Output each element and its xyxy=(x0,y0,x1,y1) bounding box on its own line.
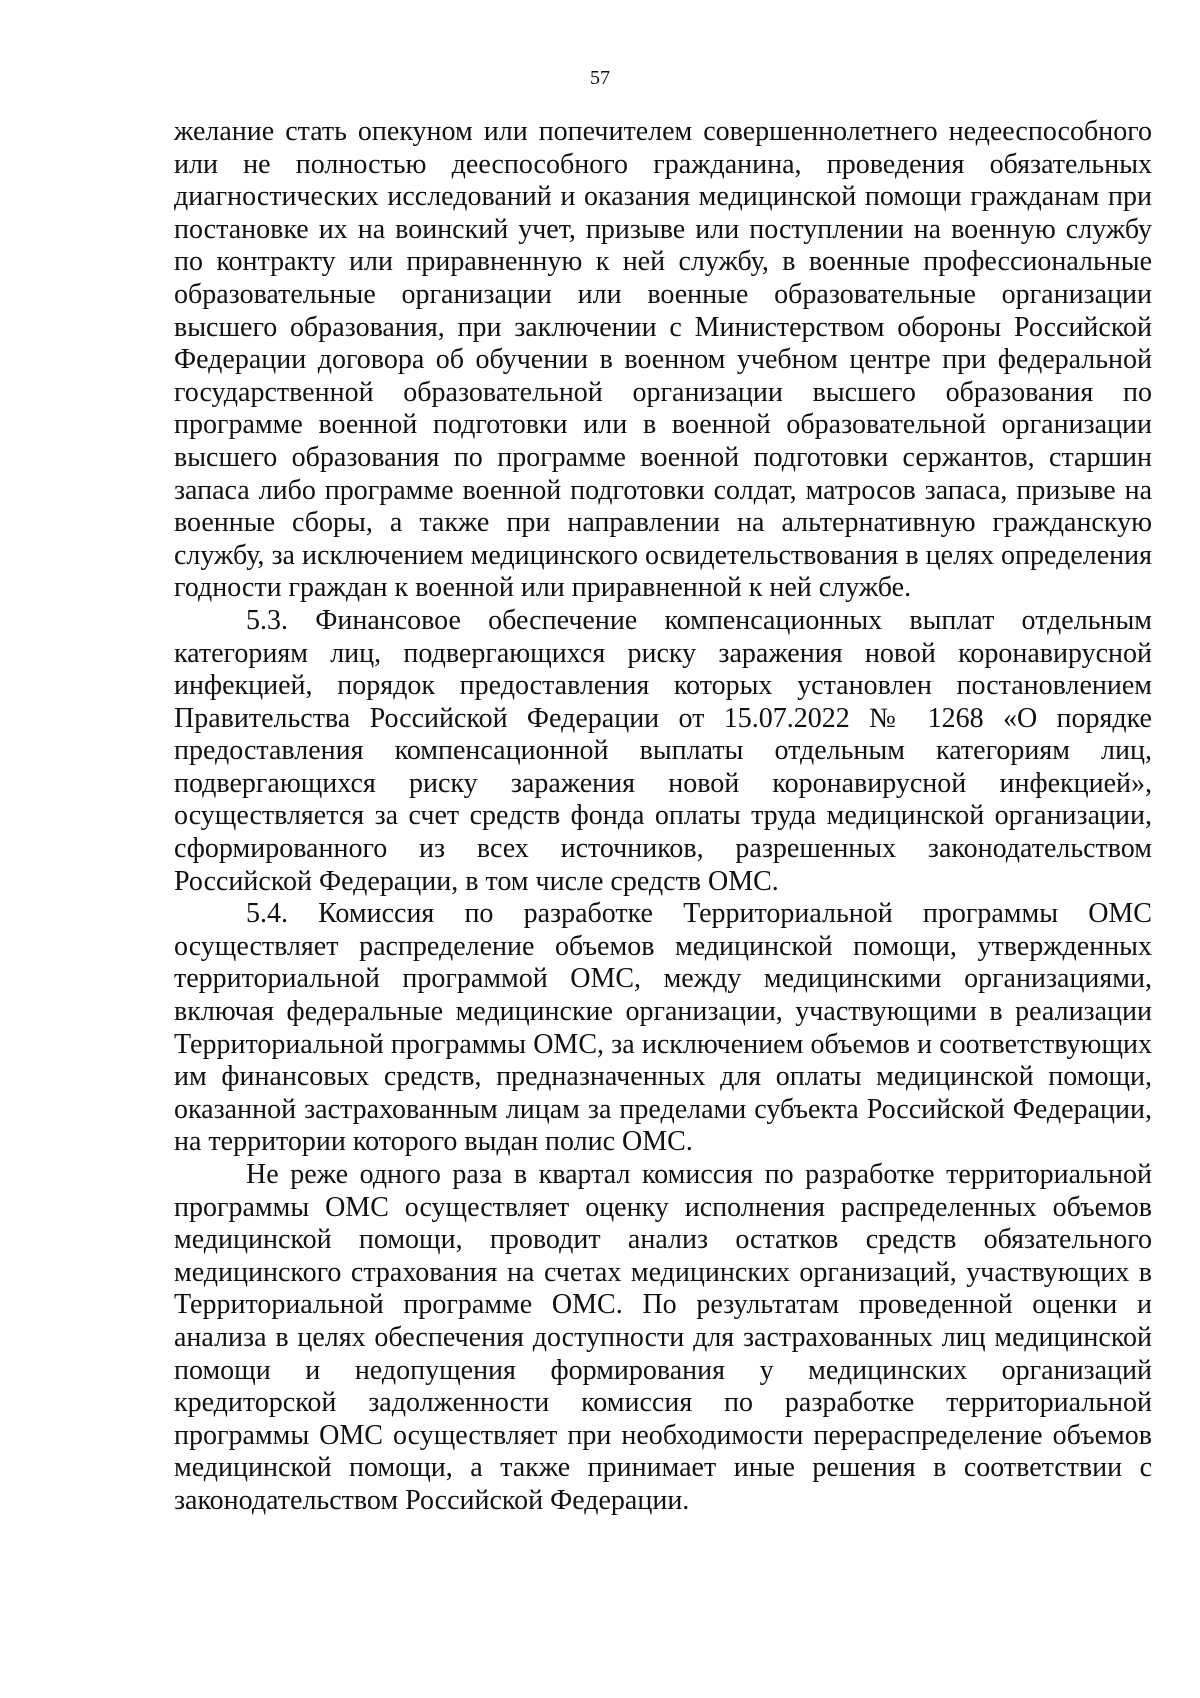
paragraph-continuation: желание стать опекуном или попечителем совершеннолетнего недееспособного или не полностью дееспособного гражданина, проведения обязательных диагностических исследований и оказания медицинской помощи гражданам при постановке их на воинский учет, призыве или поступлении на военную службу по контракту или приравненную к ней службу, в военные профессиональные образовательные организации или военные образовательные организации высшего образования, при заключении с Министерством обороны Российской Федерации договора об обучении в военном учебном центре при федеральной государственной образовательной организации высшего образования по программе военной подготовки или в военной образовательной организации высшего образования по программе военной подготовки сержантов, старшин запаса либо программе военной подготовки солдат, матросов запаса, призыве на военные сборы, а также при направлении на альтернативную гражданскую службу, за исключением медицинского освидетельствования в целях определения годности граждан к военной или приравненной к ней службе. xyxy=(174,116,1152,604)
document-body xyxy=(174,116,1152,1518)
paragraph-5-3: 5.3. Финансовое обеспечение компенсационных выплат отдельным категориям лиц, подвергающихся риску заражения новой коронавирусной инфекцией, порядок предоставления которых установлен постановлением Правительства Российской Федерации от 15.07.2022 № 1268 «О порядке предоставления компенсационной выплаты отдельным категориям лиц, подвергающихся риску заражения новой коронавирусной инфекцией», осуществляется за счет средств фонда оплаты труда медицинской организации, сформированного из всех источников, разрешенных законодательством Российской Федерации, в том числе средств ОМС. xyxy=(174,604,1152,897)
paragraph-quarterly-review: Не реже одного раза в квартал комиссия по разработке территориальной программы ОМС осуществляет оценку исполнения распределенных объемов медицинской помощи, проводит анализ остатков средств обязательного медицинского страхования на счетах медицинских организаций, участвующих в Территориальной программе ОМС. По результатам проведенной оценки и анализа в целях обеспечения доступности для застрахованных лиц медицинской помощи и недопущения формирования у медицинских организаций кредиторской задолженности комиссия по разработке территориальной программы ОМС осуществляет при необходимости перераспределение объемов медицинской помощи, а также принимает иные решения в соответствии с законодательством Российской Федерации. xyxy=(174,1159,1152,1516)
page-number: 57 xyxy=(590,67,610,89)
paragraph-5-4: 5.4. Комиссия по разработке Территориальной программы ОМС осуществляет распределение объемов медицинской помощи, утвержденных территориальной программой ОМС, между медицинскими организациями, включая федеральные медицинские организации, участвующими в реализации Территориальной программы ОМС, за исключением объемов и соответствующих им финансовых средств, предназначенных для оплаты медицинской помощи, оказанной застрахованным лицам за пределами субъекта Российской Федерации, на территории которого выдан полис ОМС. xyxy=(174,898,1152,1158)
